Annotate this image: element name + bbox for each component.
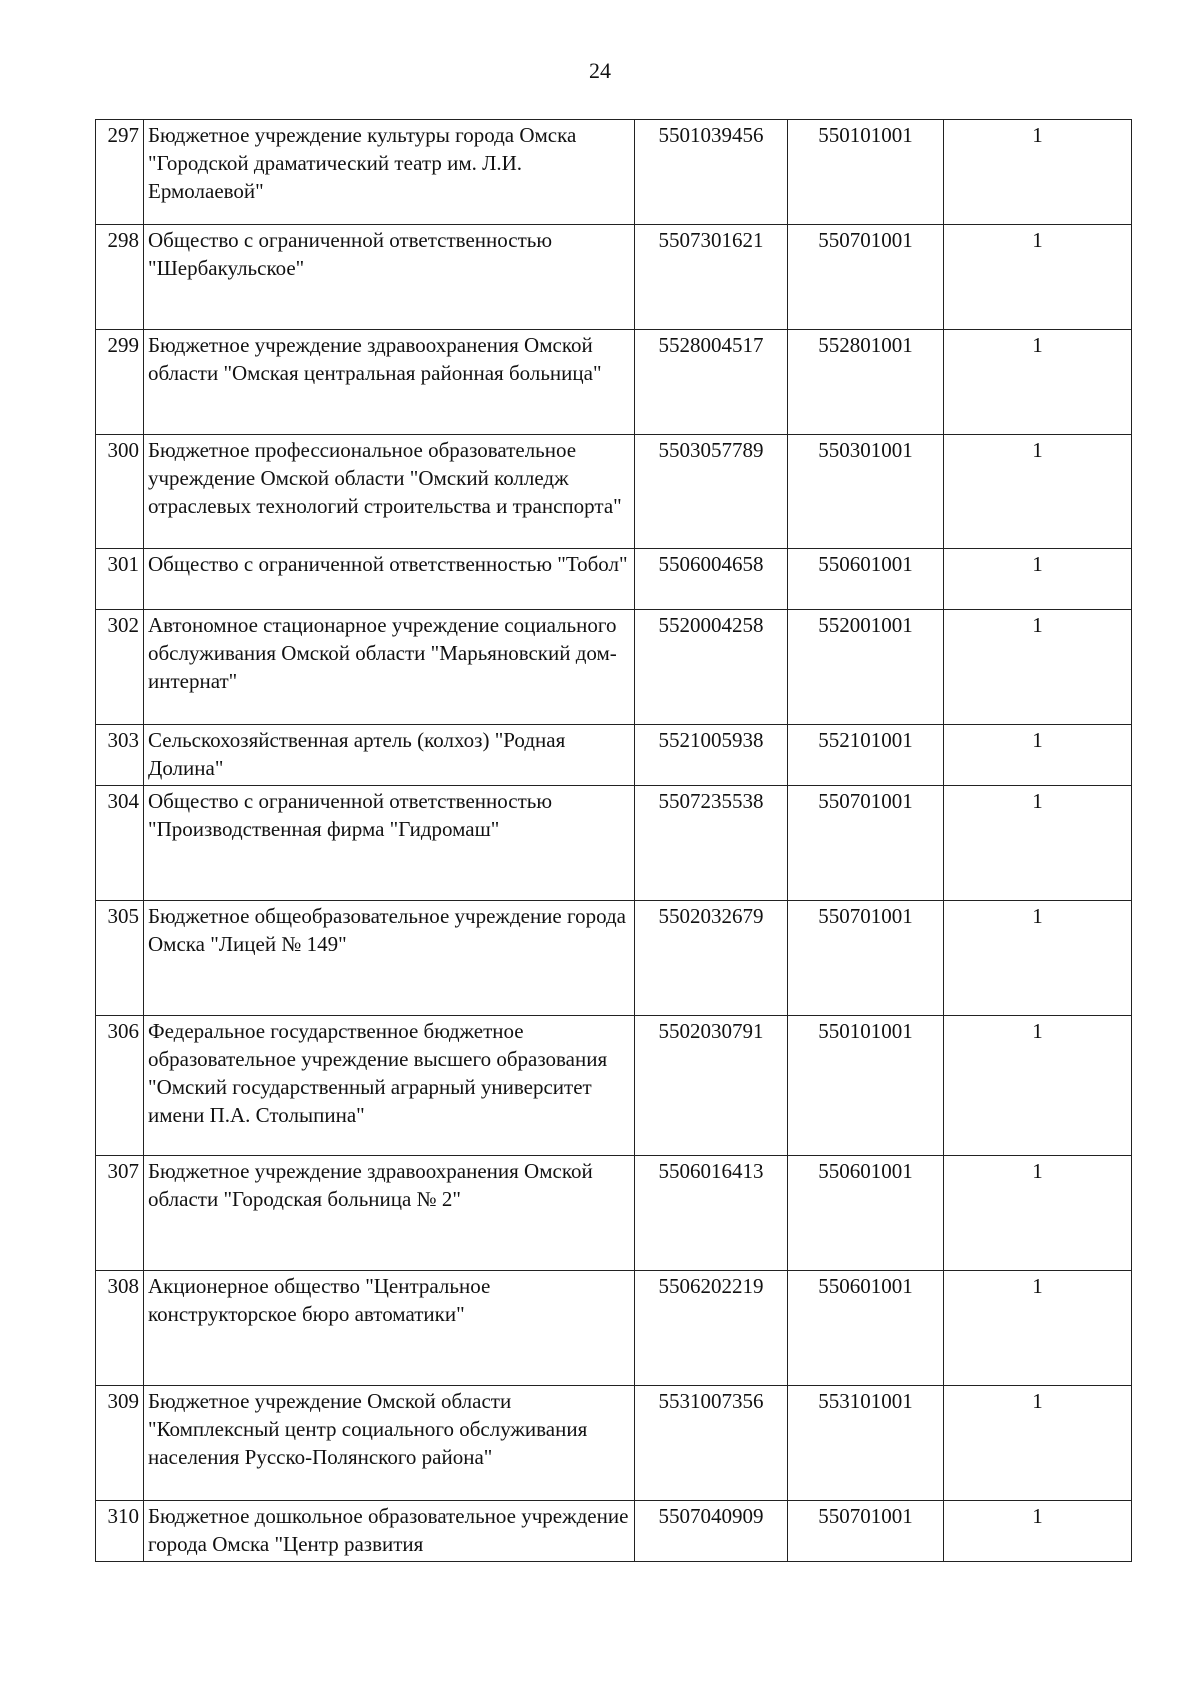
table-row <box>96 786 1132 901</box>
row-number: 299 <box>96 330 144 435</box>
quantity-value: 1 <box>944 901 1132 1016</box>
row-number: 309 <box>96 1386 144 1501</box>
row-number: 303 <box>96 725 144 786</box>
table-row <box>96 549 1132 610</box>
quantity-value: 1 <box>944 1016 1132 1156</box>
organization-name: Бюджетное учреждение здравоохранения Омской области "Городская больница № 2" <box>144 1156 635 1271</box>
table-row <box>96 330 1132 435</box>
inn-value: 5507040909 <box>635 1501 788 1562</box>
inn-value: 5531007356 <box>635 1386 788 1501</box>
organizations-table <box>95 119 1132 1562</box>
row-number: 304 <box>96 786 144 901</box>
inn-value: 5520004258 <box>635 610 788 725</box>
inn-value: 5521005938 <box>635 725 788 786</box>
table-row <box>96 1156 1132 1271</box>
table-row <box>96 1016 1132 1156</box>
organization-name: Бюджетное учреждение Омской области "Комплексный центр социального обслуживания населения Русско-Полянского района" <box>144 1386 635 1501</box>
row-number: 306 <box>96 1016 144 1156</box>
inn-value: 5502032679 <box>635 901 788 1016</box>
table-row <box>96 435 1132 549</box>
kpp-value: 550601001 <box>788 549 944 610</box>
quantity-value: 1 <box>944 725 1132 786</box>
organization-name: Общество с ограниченной ответственностью "Шербакульское" <box>144 225 635 330</box>
kpp-value: 550701001 <box>788 225 944 330</box>
quantity-value: 1 <box>944 549 1132 610</box>
table-row <box>96 1386 1132 1501</box>
quantity-value: 1 <box>944 120 1132 225</box>
quantity-value: 1 <box>944 1501 1132 1562</box>
table-row <box>96 1501 1132 1562</box>
inn-value: 5507235538 <box>635 786 788 901</box>
kpp-value: 553101001 <box>788 1386 944 1501</box>
quantity-value: 1 <box>944 1271 1132 1386</box>
kpp-value: 552001001 <box>788 610 944 725</box>
organization-name: Общество с ограниченной ответственностью "Производственная фирма "Гидромаш" <box>144 786 635 901</box>
kpp-value: 550101001 <box>788 1016 944 1156</box>
quantity-value: 1 <box>944 330 1132 435</box>
kpp-value: 550301001 <box>788 435 944 549</box>
organization-name: Сельскохозяйственная артель (колхоз) "Родная Долина" <box>144 725 635 786</box>
inn-value: 5502030791 <box>635 1016 788 1156</box>
quantity-value: 1 <box>944 1156 1132 1271</box>
organization-name: Федеральное государственное бюджетное образовательное учреждение высшего образования "Омский государственный аграрный университет имени П.А. Столыпина" <box>144 1016 635 1156</box>
inn-value: 5506004658 <box>635 549 788 610</box>
row-number: 301 <box>96 549 144 610</box>
row-number: 297 <box>96 120 144 225</box>
row-number: 302 <box>96 610 144 725</box>
inn-value: 5506016413 <box>635 1156 788 1271</box>
table-row <box>96 610 1132 725</box>
inn-value: 5506202219 <box>635 1271 788 1386</box>
row-number: 300 <box>96 435 144 549</box>
kpp-value: 550701001 <box>788 786 944 901</box>
table-row <box>96 120 1132 225</box>
organization-name: Автономное стационарное учреждение социального обслуживания Омской области "Марьяновский дом-интернат" <box>144 610 635 725</box>
quantity-value: 1 <box>944 786 1132 901</box>
organization-name: Бюджетное учреждение культуры города Омска "Городской драматический театр им. Л.И. Ермолаевой" <box>144 120 635 225</box>
inn-value: 5503057789 <box>635 435 788 549</box>
row-number: 310 <box>96 1501 144 1562</box>
inn-value: 5528004517 <box>635 330 788 435</box>
row-number: 308 <box>96 1271 144 1386</box>
quantity-value: 1 <box>944 225 1132 330</box>
kpp-value: 550101001 <box>788 120 944 225</box>
inn-value: 5507301621 <box>635 225 788 330</box>
quantity-value: 1 <box>944 610 1132 725</box>
table-row <box>96 225 1132 330</box>
kpp-value: 550601001 <box>788 1156 944 1271</box>
inn-value: 5501039456 <box>635 120 788 225</box>
kpp-value: 552101001 <box>788 725 944 786</box>
table-row <box>96 901 1132 1016</box>
table-row <box>96 1271 1132 1386</box>
quantity-value: 1 <box>944 1386 1132 1501</box>
organization-name: Акционерное общество "Центральное конструкторское бюро автоматики" <box>144 1271 635 1386</box>
kpp-value: 550701001 <box>788 1501 944 1562</box>
organization-name: Бюджетное учреждение здравоохранения Омской области "Омская центральная районная больница" <box>144 330 635 435</box>
kpp-value: 552801001 <box>788 330 944 435</box>
row-number: 298 <box>96 225 144 330</box>
quantity-value: 1 <box>944 435 1132 549</box>
page-number: 24 <box>589 58 611 83</box>
row-number: 305 <box>96 901 144 1016</box>
kpp-value: 550601001 <box>788 1271 944 1386</box>
organization-name: Бюджетное дошкольное образовательное учреждение города Омска "Центр развития <box>144 1501 635 1562</box>
organization-name: Бюджетное профессиональное образовательное учреждение Омской области "Омский колледж отраслевых технологий строительства и транспорта" <box>144 435 635 549</box>
row-number: 307 <box>96 1156 144 1271</box>
table-row <box>96 725 1132 786</box>
organization-name: Бюджетное общеобразовательное учреждение города Омска "Лицей № 149" <box>144 901 635 1016</box>
organization-name: Общество с ограниченной ответственностью "Тобол" <box>144 549 635 610</box>
kpp-value: 550701001 <box>788 901 944 1016</box>
